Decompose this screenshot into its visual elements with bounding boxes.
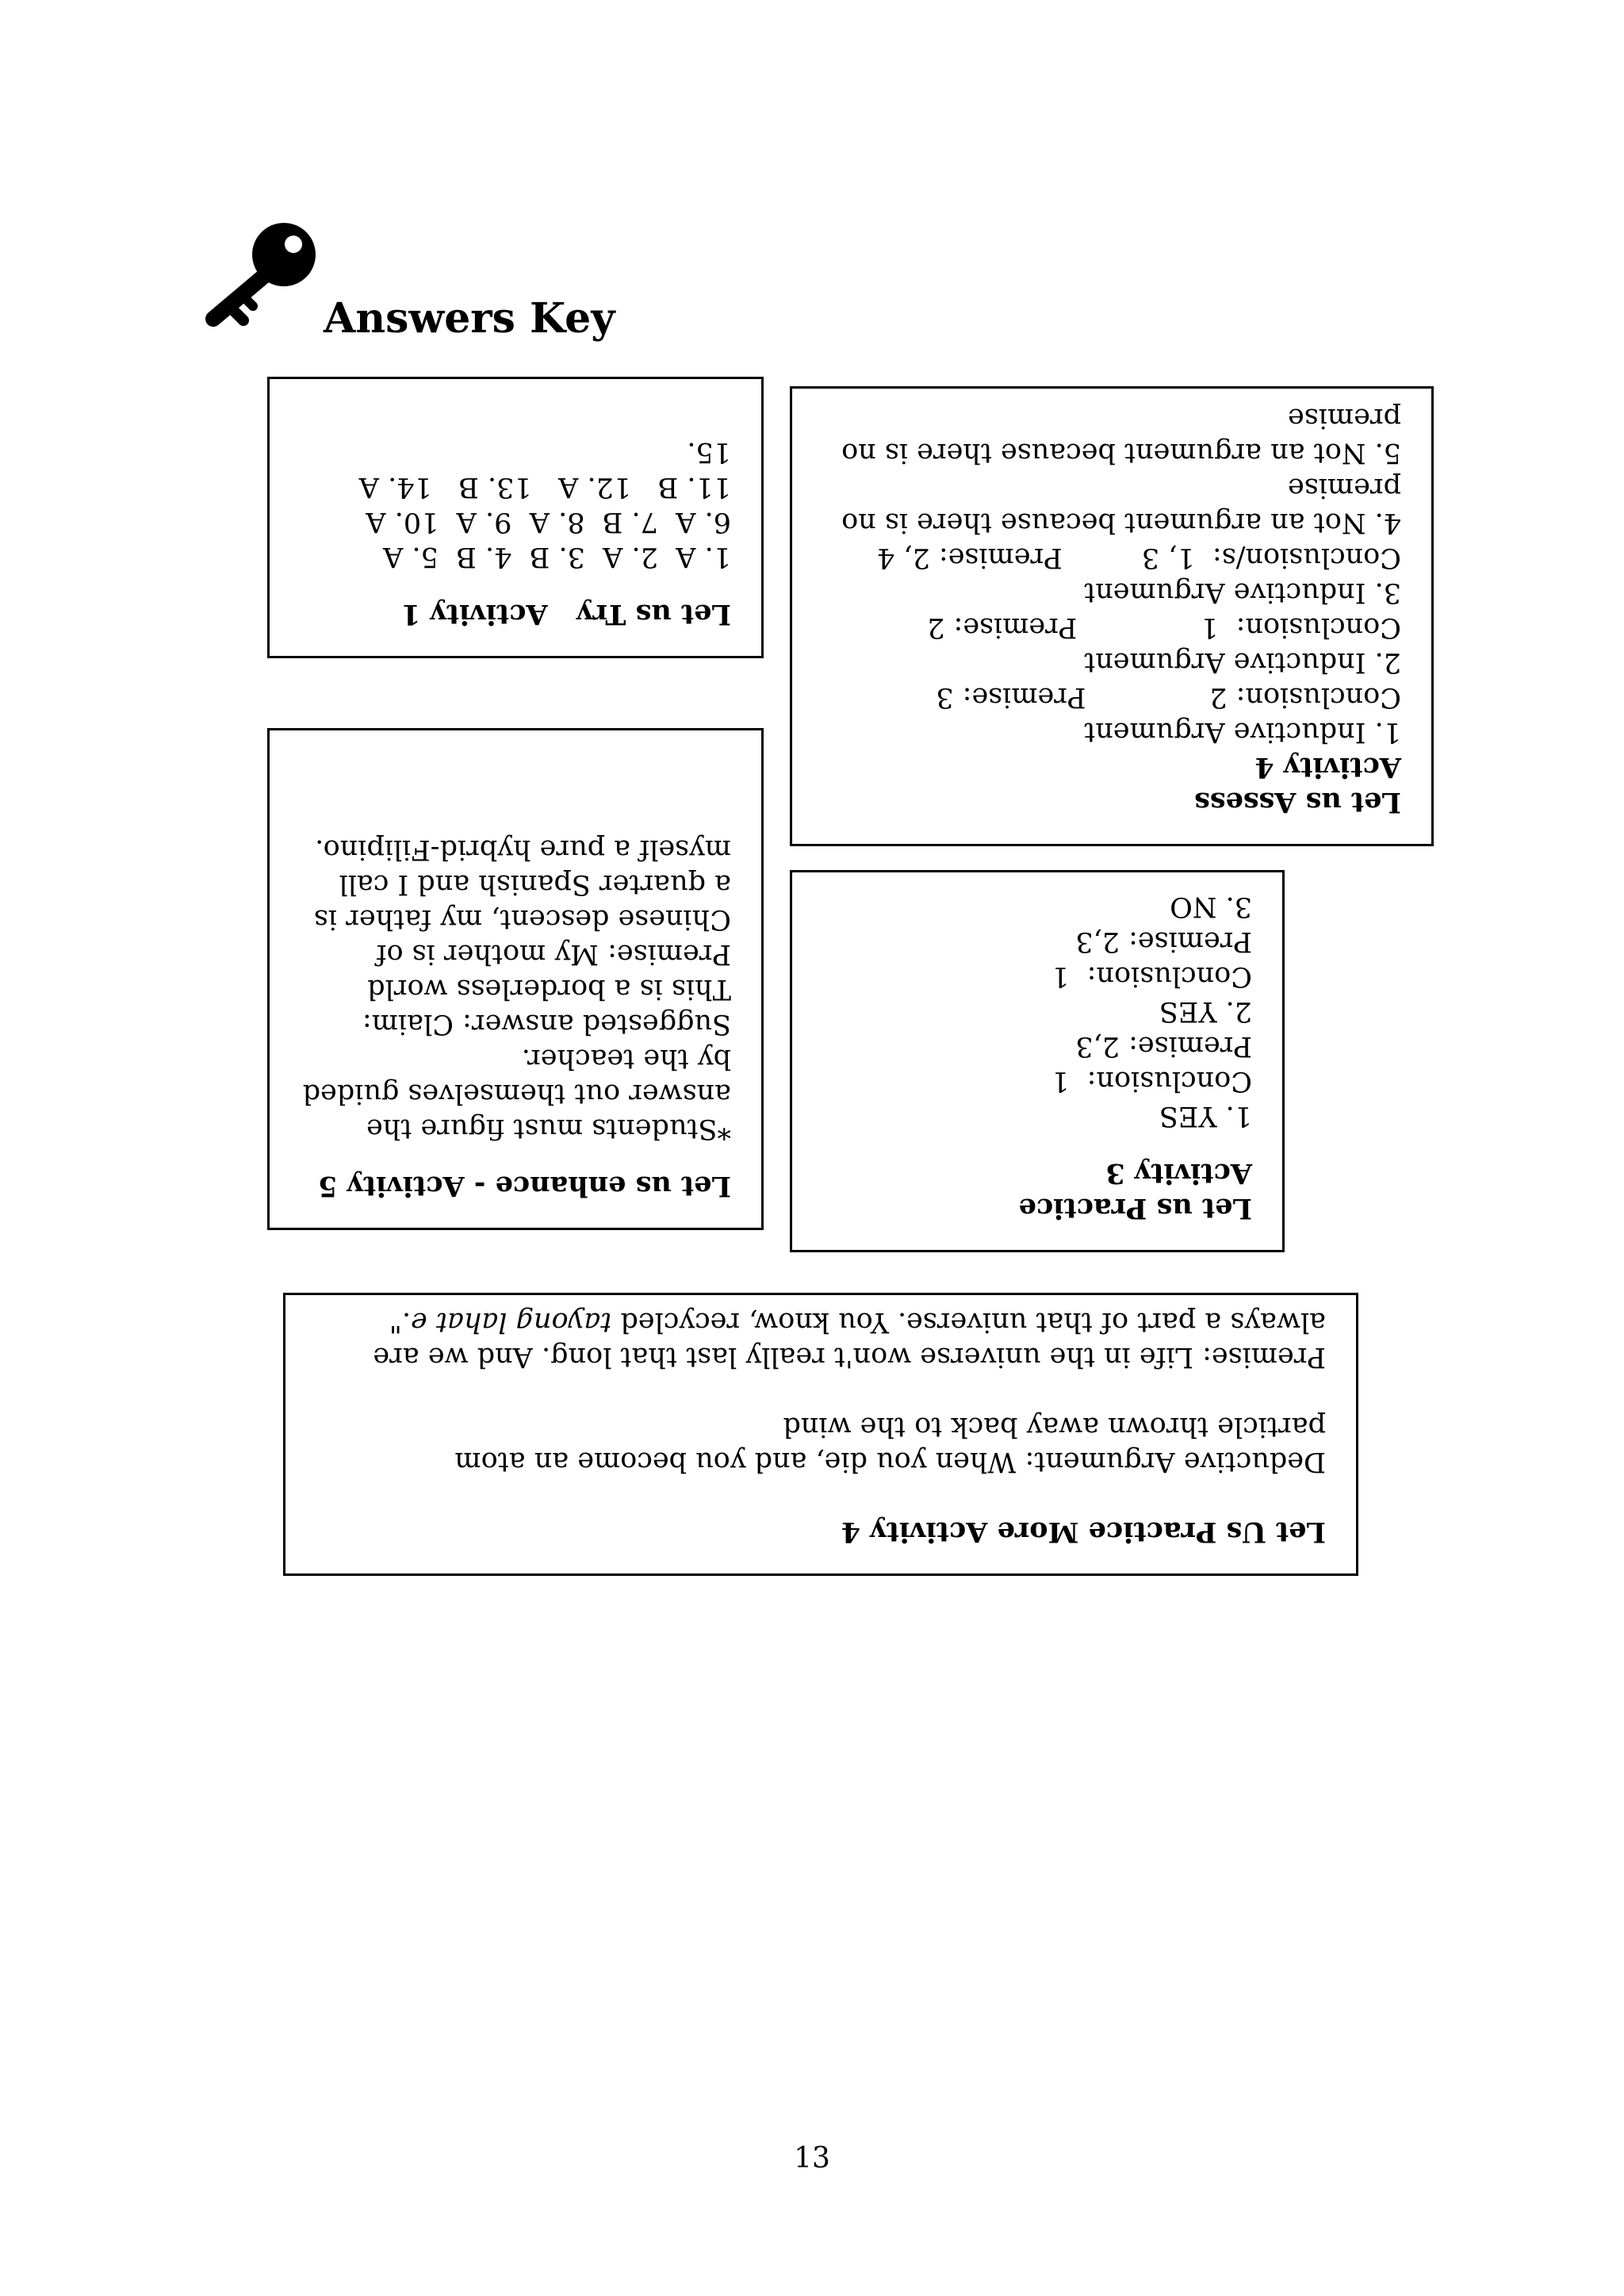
answer-line: 2. YES bbox=[1159, 995, 1252, 1027]
answer-line: 1. Inductive Argument bbox=[1084, 716, 1401, 748]
answer-line: premise bbox=[1288, 402, 1401, 434]
answer-line bbox=[373, 1305, 1326, 1340]
key-icon bbox=[202, 219, 321, 330]
answer-box-assess-activity-4 bbox=[790, 386, 1434, 846]
answer-line: *Students must figure the bbox=[366, 1113, 731, 1144]
answer-line: answer out themselves guided bbox=[302, 1078, 731, 1110]
box-title: Let us Try Activity 1 bbox=[400, 598, 731, 631]
box-title: Let us enhance - Activity 5 bbox=[318, 1170, 731, 1202]
answer-line: Chinese descent, my father is bbox=[313, 903, 731, 935]
answer-line: Premise: 2,3 bbox=[1075, 1030, 1252, 1062]
answer-line: a quarter Spanish and I call bbox=[339, 868, 731, 900]
answer-box-activity-3 bbox=[790, 870, 1285, 1252]
answer-line: 1. A 2. A 3. B 4. B 5. A bbox=[383, 541, 731, 573]
answer-line: Conclusion/s: 1, 3 Premise: 2, 4 bbox=[877, 542, 1401, 573]
box-subtitle: Activity 4 bbox=[1254, 751, 1401, 784]
page-number: 13 bbox=[794, 2142, 830, 2175]
answer-line: premise bbox=[1288, 472, 1401, 504]
answer-text: ." bbox=[389, 1306, 412, 1338]
answer-line: 15. bbox=[687, 436, 731, 468]
answer-line: Conclusion: 2 Premise: 3 bbox=[936, 681, 1401, 713]
answer-text: always a part of that universe. You know, recycled bbox=[611, 1306, 1326, 1338]
answer-box-activity-5 bbox=[267, 728, 764, 1230]
answer-line: Premise: Life in the universe won't really last that long. And we are bbox=[373, 1341, 1326, 1373]
page-title: Answers Key bbox=[324, 294, 615, 343]
answer-line: 5. Not an argument because there is no bbox=[841, 437, 1401, 469]
answer-box-activity-1 bbox=[267, 377, 764, 658]
answer-line: Conclusion: 1 bbox=[1051, 960, 1252, 992]
answer-line: Conclusion: 1 Premise: 2 bbox=[927, 611, 1401, 643]
answer-line: 4. Not an argument because there is no bbox=[841, 507, 1401, 539]
answer-line: Conclusion: 1 bbox=[1051, 1065, 1252, 1097]
answer-line: Premise: My mother is of bbox=[376, 938, 731, 970]
answer-line: by the teacher. bbox=[521, 1043, 731, 1075]
answer-line: 3. NO bbox=[1170, 891, 1252, 922]
box-title: Let Us Practice More Activity 4 bbox=[841, 1516, 1326, 1548]
answer-line: particle thrown away back to the wind bbox=[783, 1411, 1326, 1443]
box-title: Let us Practice bbox=[1018, 1192, 1252, 1225]
answer-line: 11. B 12. A 13. B 14. A bbox=[358, 471, 731, 503]
answer-line: myself a pure hybrid-Filipino. bbox=[315, 834, 731, 865]
answer-line: Suggested answer: Claim: bbox=[362, 1008, 731, 1040]
box-subtitle: Activity 3 bbox=[1105, 1157, 1252, 1190]
box-title: Let us Assess bbox=[1194, 786, 1401, 818]
answer-line: 2. Inductive Argument bbox=[1084, 646, 1401, 678]
answer-line: Premise: 2,3 bbox=[1075, 926, 1252, 957]
answer-box-practice-more-activity-4 bbox=[283, 1293, 1358, 1576]
answer-line: 1. YES bbox=[1159, 1100, 1252, 1132]
answer-line: 6. A 7. B 8. A 9. A 10. A bbox=[366, 506, 731, 538]
answer-line: This is a borderless world bbox=[367, 973, 731, 1005]
answer-line: Deductive Argument: When you die, and you become an atom bbox=[454, 1446, 1326, 1478]
answer-line: 3. Inductive Argument bbox=[1084, 577, 1401, 608]
italic-phrase: tayong lahat e bbox=[411, 1306, 612, 1338]
